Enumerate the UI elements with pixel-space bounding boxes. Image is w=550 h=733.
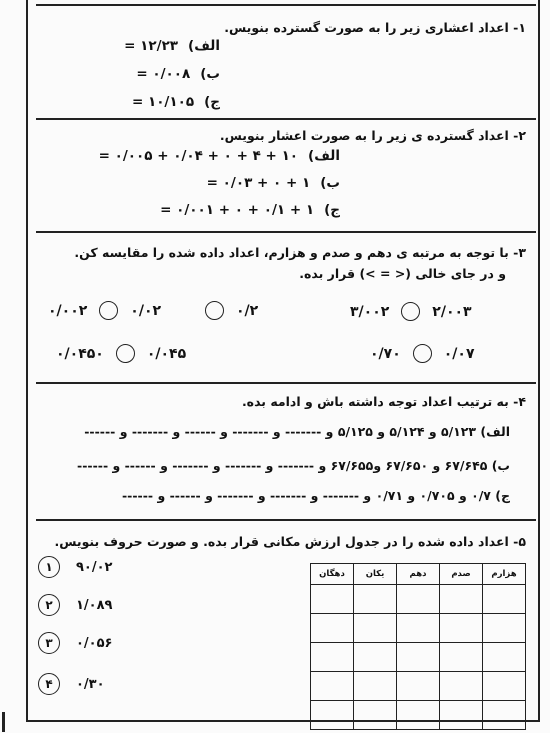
q1-item-a-label: الف) (188, 38, 220, 54)
q3-pair-4-answer-circle[interactable] (116, 344, 135, 363)
separator-q4 (36, 382, 536, 384)
table-row (311, 585, 526, 614)
table-cell[interactable] (397, 614, 440, 643)
table-cell[interactable] (483, 643, 526, 672)
q5-number-1-value: ۹۰/۰۲ (76, 559, 113, 575)
q3-pair-2 (205, 301, 258, 320)
q2-item-c-label: ج) (324, 202, 340, 218)
table-cell[interactable] (440, 614, 483, 643)
q2-title: ۲- اعداد گسترده ی زیر را به صورت اعشار بنویس. (219, 128, 526, 143)
table-cell[interactable] (483, 585, 526, 614)
separator-q5 (36, 519, 536, 521)
table-cell[interactable] (354, 585, 397, 614)
table-cell[interactable] (483, 701, 526, 730)
q5-number-2-value: ۱/۰۸۹ (76, 597, 113, 613)
q4-line-c: ج) ۰/۷ و ۰/۷۰۵ و ۰/۷۱ و ------- و ------- و ------- و ------ و ------ (121, 488, 510, 503)
place-value-header-row (311, 564, 526, 585)
q3-pair-3-left: ۳/۰۰۲ (350, 303, 390, 320)
table-cell[interactable] (440, 585, 483, 614)
q2-item-b (40, 175, 340, 191)
header-thousandths: هزارم (483, 564, 526, 585)
q3-pair-2-answer-circle[interactable] (205, 301, 224, 320)
table-cell[interactable] (311, 614, 354, 643)
q3-pair-4 (56, 344, 186, 363)
q5-number-2-badge: ۲ (38, 594, 60, 616)
q3-pair-5-right: ۰/۰۷ (443, 345, 475, 362)
separator-top (36, 4, 536, 6)
q4-line-a: الف) ۵/۱۲۳ و ۵/۱۲۴ و ۵/۱۲۵ و ------- و ------- و ------ و ------- و ------ (84, 424, 510, 439)
table-cell[interactable] (354, 614, 397, 643)
q5-number-1-badge: ۱ (38, 556, 60, 578)
q3-pair-3-right: ۲/۰۰۳ (432, 303, 472, 320)
q3-pair-5-answer-circle[interactable] (413, 344, 432, 363)
q5-number-1 (38, 556, 113, 578)
q2-item-b-expr: ۱ + ۰ + ۰/۰۳ = (206, 175, 311, 191)
q5-number-2 (38, 594, 113, 616)
q5-title: ۵- اعداد داده شده را در جدول ارزش مکانی قرار بده. و صورت حروف بنویس. (54, 534, 526, 549)
table-row (311, 643, 526, 672)
header-hundredths: صدم (440, 564, 483, 585)
q3-subtitle: و در جای خالی (< = >) قرار بده. (299, 266, 506, 281)
q1-item-b-label: ب) (200, 66, 220, 82)
q1-item-c-label: ج) (204, 94, 220, 110)
q5-number-4-badge: ۴ (38, 673, 60, 695)
table-cell[interactable] (311, 672, 354, 701)
place-value-table (310, 563, 526, 730)
q3-pair-1 (48, 301, 161, 320)
q1-item-a-expr: ۱۲/۲۳ = (124, 38, 179, 54)
q3-pair-3 (350, 302, 472, 321)
q5-number-3-value: ۰/۰۵۶ (76, 635, 113, 651)
q2-item-b-label: ب) (320, 175, 340, 191)
table-cell[interactable] (483, 672, 526, 701)
q4-line-b: ب) ۶۷/۶۴۵ و ۶۷/۶۵۰ و۶۷/۶۵۵ و ------- و ------- و ------- و ------ و ------ (77, 458, 510, 473)
separator-q3 (36, 231, 536, 233)
q5-number-3 (38, 632, 113, 654)
q2-item-c (40, 202, 340, 218)
header-ones: یکان (354, 564, 397, 585)
q3-pair-4-right: ۰/۰۴۵ (146, 345, 187, 362)
table-cell[interactable] (354, 701, 397, 730)
q1-item-b (40, 66, 220, 82)
q3-pair-2-right: ۰/۲ (236, 302, 259, 319)
table-cell[interactable] (440, 643, 483, 672)
q1-item-c-expr: ۱۰/۱۰۵ = (131, 94, 195, 110)
table-cell[interactable] (311, 585, 354, 614)
table-cell[interactable] (440, 672, 483, 701)
q1-item-a (40, 38, 220, 54)
q5-number-4-value: ۰/۳۰ (76, 676, 105, 692)
q1-item-c (40, 94, 220, 110)
q3-pair-1-left: ۰/۰۰۲ (48, 302, 88, 319)
page-edge-mark (2, 712, 5, 732)
table-cell[interactable] (311, 643, 354, 672)
table-cell[interactable] (397, 585, 440, 614)
q1-title: ۱- اعداد اعشاری زیر را به صورت گسترده بنویس. (224, 20, 526, 35)
q5-number-3-badge: ۳ (38, 632, 60, 654)
q3-pair-5 (370, 344, 475, 363)
q1-item-b-expr: ۰/۰۰۸ = (136, 66, 191, 82)
q3-pair-1-right: ۰/۰۲ (130, 302, 162, 319)
table-cell[interactable] (354, 672, 397, 701)
q3-pair-5-left: ۰/۷۰ (370, 345, 401, 362)
q2-item-a-label: الف) (308, 148, 340, 164)
header-tens: دهگان (311, 564, 354, 585)
q2-item-a (40, 148, 340, 164)
q3-pair-4-left: ۰/۰۴۵۰ (56, 345, 104, 362)
table-cell[interactable] (397, 672, 440, 701)
q3-pair-3-answer-circle[interactable] (401, 302, 420, 321)
header-tenths: دهم (397, 564, 440, 585)
table-cell[interactable] (354, 643, 397, 672)
q3-title: ۳- با توجه به مرتبه ی دهم و صدم و هزارم، اعداد داده شده را مقایسه کن. (74, 245, 526, 260)
table-row (311, 614, 526, 643)
q5-number-4 (38, 673, 105, 695)
table-cell[interactable] (440, 701, 483, 730)
table-cell[interactable] (311, 701, 354, 730)
table-row (311, 701, 526, 730)
q3-pair-1-answer-circle[interactable] (99, 301, 118, 320)
table-cell[interactable] (483, 614, 526, 643)
table-cell[interactable] (397, 701, 440, 730)
q2-item-a-expr: ۱۰ + ۴ + ۰ + ۰/۰۴ + ۰/۰۰۵ = (98, 148, 299, 164)
table-cell[interactable] (397, 643, 440, 672)
table-row (311, 672, 526, 701)
q2-item-c-expr: ۱ + ۰/۱ + ۰ + ۰/۰۰۱ = (160, 202, 315, 218)
separator-q2 (36, 118, 536, 120)
q4-title: ۴- به ترتیب اعداد توجه داشته باش و ادامه بده. (241, 394, 526, 409)
